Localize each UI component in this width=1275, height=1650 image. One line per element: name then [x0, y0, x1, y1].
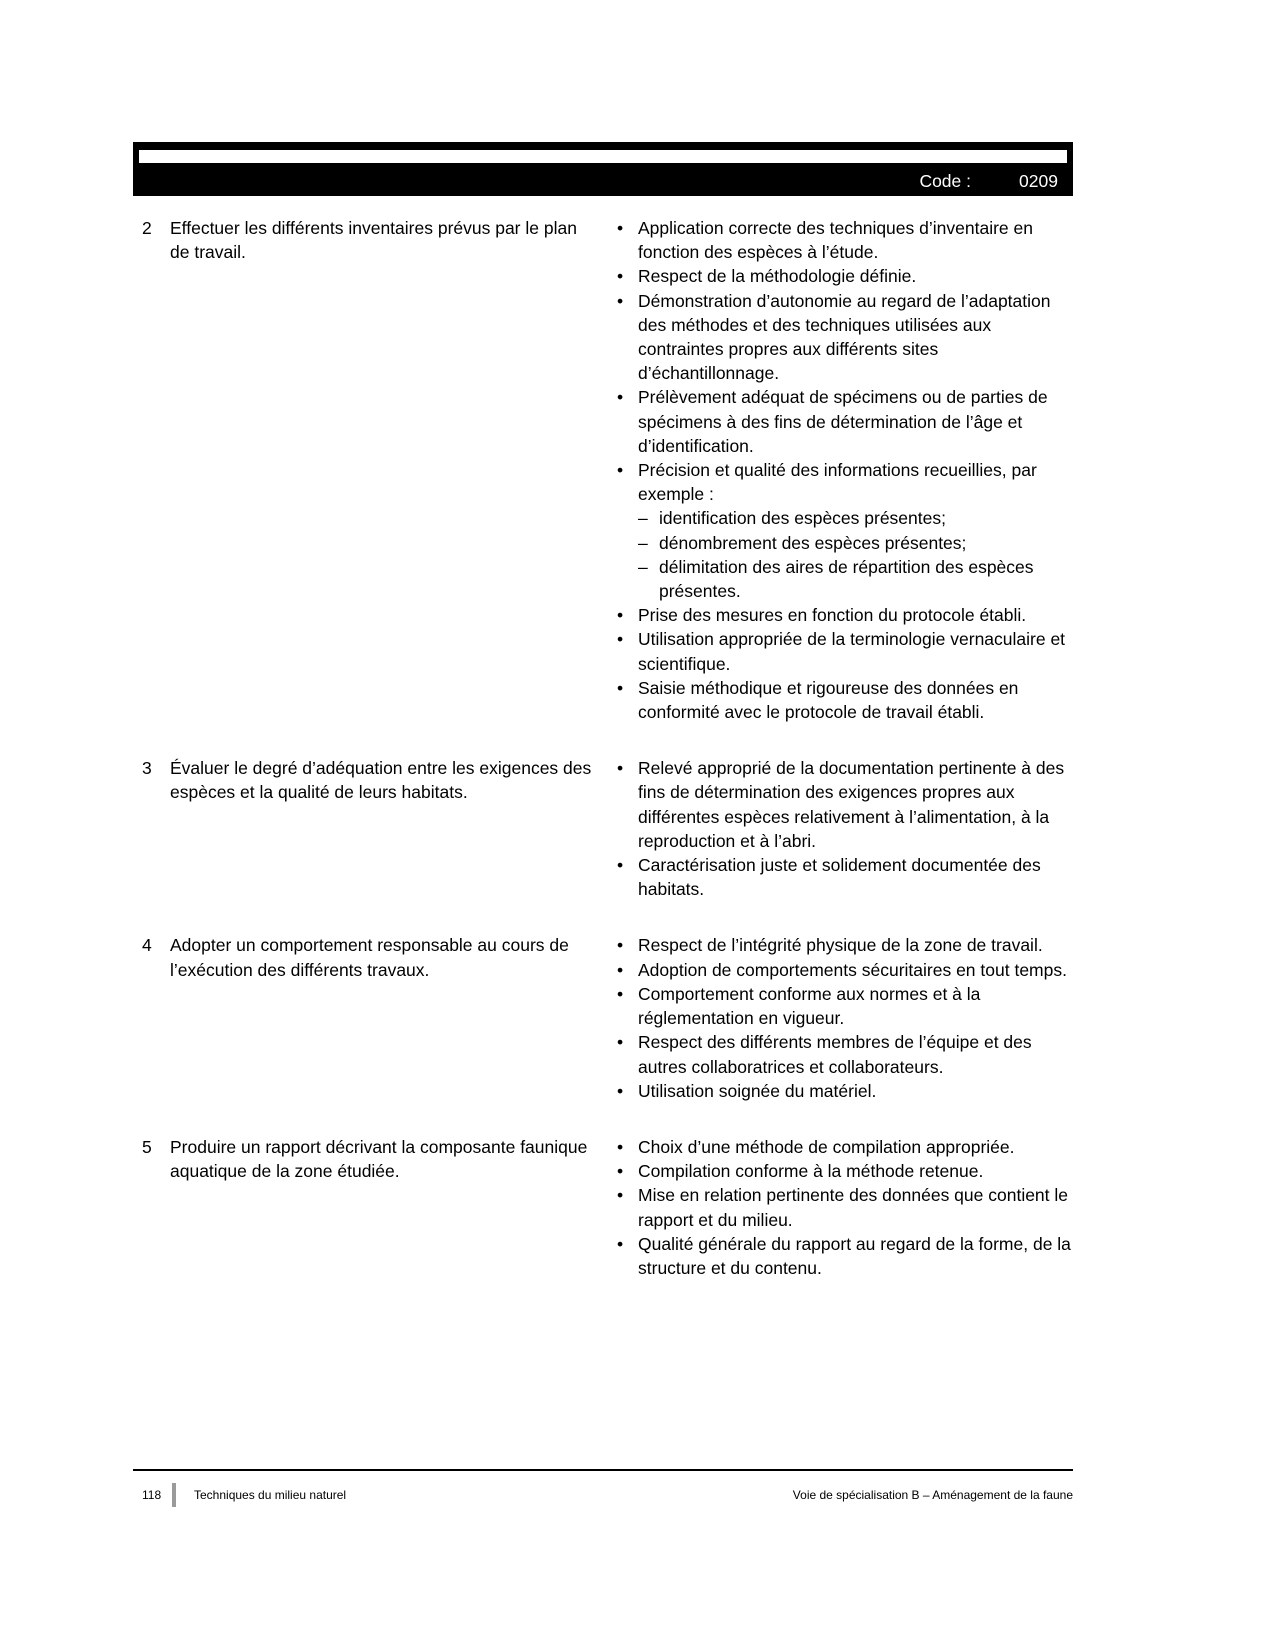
- criterion-item: [617, 289, 1075, 386]
- criterion-item: [617, 1030, 1075, 1078]
- bullet-icon: •: [617, 1185, 624, 1206]
- bullet-icon: •: [617, 290, 624, 311]
- bullet-icon: •: [617, 959, 624, 980]
- criterion-text: Utilisation soignée du matériel.: [638, 1080, 877, 1101]
- criterion-item: [617, 1135, 1075, 1159]
- objective-text: Effectuer les différents inventaires prévus par le plan de travail.: [170, 218, 577, 263]
- objective-text: Évaluer le degré d’adéquation entre les exigences des espèces et la qualité de leurs habitats.: [170, 758, 592, 803]
- footer-rule: [133, 1469, 1073, 1471]
- criterion-text: Qualité générale du rapport au regard de la forme, de la structure et du contenu.: [638, 1233, 1071, 1278]
- footer-left-text: Techniques du milieu naturel: [194, 1488, 347, 1502]
- bullet-icon: •: [617, 218, 624, 238]
- criterion-body: [638, 385, 1075, 458]
- criteria-list: [617, 216, 1075, 724]
- criterion-item: [617, 1159, 1075, 1183]
- bullet-icon: •: [617, 629, 624, 650]
- criterion-body: [638, 627, 1075, 675]
- subitem-text: identification des espèces présentes;: [659, 508, 946, 529]
- criterion-body: [638, 853, 1075, 901]
- criterion-text: Respect de l’intégrité physique de la zone de travail.: [638, 935, 1043, 956]
- footer-right-text: Voie de spécialisation B – Aménagement de la faune: [792, 1488, 1073, 1502]
- objective-number: 5: [142, 1136, 152, 1157]
- sections: [142, 216, 1075, 1280]
- header-code: [919, 170, 1065, 192]
- dash-icon: –: [638, 532, 648, 553]
- criterion-body: [638, 1159, 1075, 1183]
- criterion-text: Choix d’une méthode de compilation appropriée.: [638, 1136, 1015, 1157]
- criterion-body: [638, 289, 1075, 386]
- criterion-body: [638, 264, 1075, 288]
- criterion-text: Respect des différents membres de l’équipe et des autres collaboratrices et collaborateurs.: [638, 1032, 1032, 1077]
- criterion-text: Adoption de comportements sécuritaires en tout temps.: [638, 959, 1067, 980]
- criterion-body: [638, 458, 1075, 603]
- criterion-text: Saisie méthodique et rigoureuse des données en conformité avec le protocole de travail établi.: [638, 677, 1019, 723]
- criterion-body: [638, 958, 1075, 982]
- subitem-text: dénombrement des espèces présentes;: [659, 532, 967, 553]
- criterion-item: [617, 982, 1075, 1030]
- criterion-text: Comportement conforme aux normes et à la réglementation en vigueur.: [638, 983, 981, 1029]
- header-bar: [133, 142, 1073, 196]
- objective-number: 4: [142, 935, 152, 956]
- criterion-body: [638, 933, 1075, 957]
- criterion-body: [638, 676, 1075, 724]
- criterion-text: Respect de la méthodologie définie.: [638, 266, 917, 287]
- bullet-icon: •: [617, 677, 624, 698]
- criterion-item: [617, 458, 1075, 603]
- criterion-body: [638, 1135, 1075, 1159]
- dash-icon: –: [638, 556, 648, 577]
- objective-row: [142, 933, 1075, 1102]
- criterion-text: Utilisation appropriée de la terminologie vernaculaire et scientifique.: [638, 629, 1066, 674]
- criterion-body: [638, 982, 1075, 1030]
- code-label: Code :: [919, 171, 971, 191]
- bullet-icon: •: [617, 266, 624, 287]
- criterion-item: [617, 933, 1075, 957]
- footer: [133, 1483, 1073, 1507]
- criterion-body: [638, 756, 1075, 853]
- criterion-subitem: [638, 555, 1075, 603]
- criterion-item: [617, 958, 1075, 982]
- criterion-item: [617, 756, 1075, 853]
- criterion-body: [638, 1030, 1075, 1078]
- objective-row: [142, 1135, 1075, 1280]
- subitem-text: délimitation des aires de répartition des espèces présentes.: [659, 556, 1034, 602]
- bullet-icon: •: [617, 1136, 624, 1157]
- bullet-icon: •: [617, 1032, 624, 1053]
- criterion-item: [617, 676, 1075, 724]
- criterion-subitem: [638, 531, 1075, 555]
- criterion-text: Mise en relation pertinente des données que contient le rapport et du milieu.: [638, 1185, 1069, 1230]
- criteria-list: [617, 1135, 1075, 1280]
- header-stripe: [139, 150, 1067, 163]
- objective-number: 3: [142, 758, 152, 779]
- bullet-icon: •: [617, 605, 624, 626]
- criteria-list: [617, 756, 1075, 901]
- criterion-item: [617, 264, 1075, 288]
- criterion-body: [638, 603, 1075, 627]
- objective-row: [142, 216, 1075, 724]
- objective-row: [142, 756, 1075, 901]
- bullet-icon: •: [617, 460, 624, 481]
- criterion-text: Prise des mesures en fonction du protocole établi.: [638, 605, 1027, 626]
- objective-number: 2: [142, 218, 152, 238]
- criterion-text: Application correcte des techniques d’inventaire en fonction des espèces à l’étude.: [638, 218, 1033, 263]
- dash-icon: –: [638, 508, 648, 529]
- bullet-icon: •: [617, 1080, 624, 1101]
- criterion-item: [617, 1232, 1075, 1280]
- criterion-text: Démonstration d’autonomie au regard de l’adaptation des méthodes et des techniques utilisées aux contraintes propres aux différents sites d’échantillonnage.: [638, 290, 1051, 384]
- bullet-icon: •: [617, 1233, 624, 1254]
- criterion-item: [617, 1183, 1075, 1231]
- bullet-icon: •: [617, 758, 624, 779]
- footer-divider: [172, 1483, 176, 1507]
- criterion-body: [638, 1183, 1075, 1231]
- criterion-item: [617, 603, 1075, 627]
- bullet-icon: •: [617, 1161, 624, 1182]
- criterion-text: Caractérisation juste et solidement documentée des habitats.: [638, 855, 1041, 900]
- criterion-body: [638, 1079, 1075, 1103]
- page-number: 118: [142, 1488, 162, 1502]
- bullet-icon: •: [617, 855, 624, 876]
- criterion-text: Compilation conforme à la méthode retenue.: [638, 1161, 984, 1182]
- criterion-body: [638, 216, 1075, 264]
- criterion-text: Relevé approprié de la documentation pertinente à des fins de détermination des exigences propres aux différentes espèces relativement à l’alimentation, à la reproduction et à l’abri.: [638, 758, 1065, 851]
- criterion-item: [617, 853, 1075, 901]
- criterion-item: [617, 1079, 1075, 1103]
- criterion-body: [638, 1232, 1075, 1280]
- criterion-item: [617, 216, 1075, 264]
- criteria-list: [617, 933, 1075, 1102]
- bullet-icon: •: [617, 935, 624, 956]
- objective-text: Produire un rapport décrivant la composante faunique aquatique de la zone étudiée.: [170, 1136, 588, 1182]
- code-value: 0209: [1019, 171, 1058, 191]
- criterion-item: [617, 627, 1075, 675]
- bullet-icon: •: [617, 387, 624, 408]
- criterion-text: Précision et qualité des informations recueillies, par exemple :: [638, 460, 1037, 505]
- bullet-icon: •: [617, 983, 624, 1004]
- criterion-text: Prélèvement adéquat de spécimens ou de parties de spécimens à des fins de détermination de l’âge et d’identification.: [638, 387, 1048, 456]
- objective-text: Adopter un comportement responsable au cours de l’exécution des différents travaux.: [170, 935, 569, 980]
- criterion-item: [617, 385, 1075, 458]
- criterion-subitem: [638, 506, 1075, 530]
